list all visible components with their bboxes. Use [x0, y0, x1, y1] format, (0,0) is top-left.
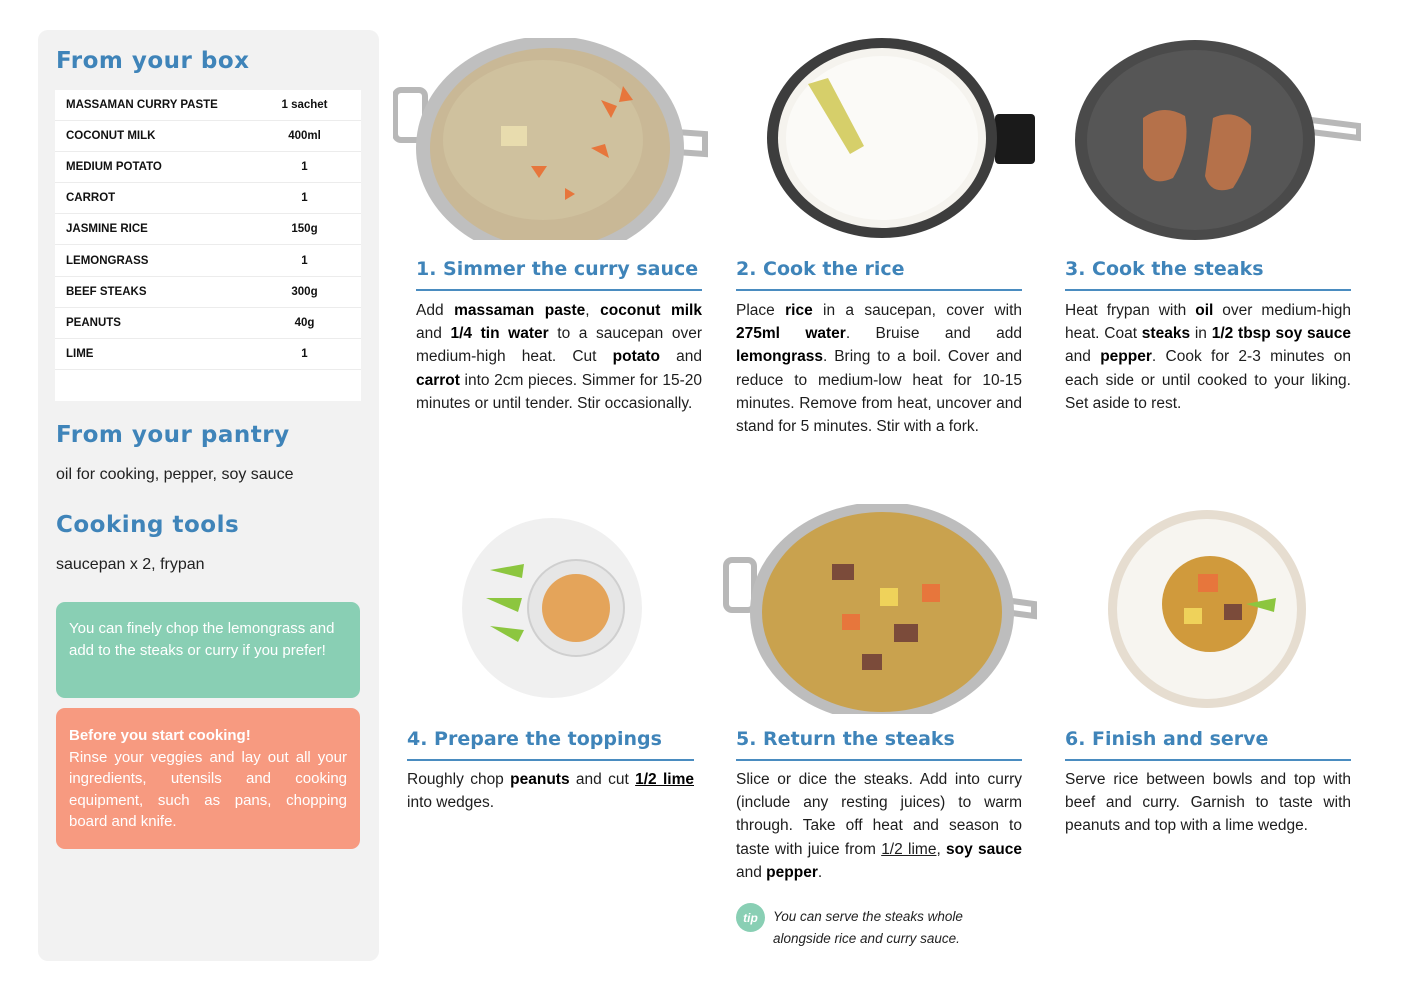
- ingredient-name: LEMONGRASS: [66, 254, 149, 267]
- ingredient-name: COCONUT MILK: [66, 130, 156, 143]
- ingredient-qty: 1: [301, 192, 308, 205]
- step-1-heading: 1. Simmer the curry sauce: [416, 258, 702, 291]
- step-6-heading: 6. Finish and serve: [1065, 728, 1351, 761]
- step-6-text: Serve rice between bowls and top with beef and curry. Garnish to taste with peanuts and top with a lime wedge.: [1065, 771, 1351, 835]
- step-3-text: Heat frypan with oil over medium-high heat. Coat steaks in 1/2 tbsp soy sauce and pepper. Cook for 2-3 minutes on each side or until cooked to your liking. Set aside to rest.: [1065, 302, 1352, 412]
- ingredient-row: [55, 277, 361, 308]
- ingredient-qty: 40g: [294, 316, 315, 329]
- ingredient-row: [55, 214, 361, 245]
- ingredient-name: JASMINE RICE: [66, 223, 148, 236]
- from-your-box-heading: From your box: [56, 48, 250, 74]
- toppings-plate-photo: [460, 516, 644, 700]
- steaks-frypan-photo: [1073, 38, 1361, 240]
- cooking-tools-heading: Cooking tools: [56, 512, 240, 538]
- ingredient-qty: 1: [301, 347, 308, 360]
- ingredient-qty: 1: [301, 254, 308, 267]
- ingredient-row: [55, 339, 361, 370]
- ingredient-name: MEDIUM POTATO: [66, 161, 162, 174]
- lemongrass-tip-note: [56, 602, 360, 698]
- ingredient-row: [55, 121, 361, 152]
- step-2-text: Place rice in a saucepan, cover with 275ml water. Bruise and add lemongrass. Bring to a boil. Cover and reduce to medium-low heat for 10-15 minutes. Remove from heat, uncover and stand for 5 minutes. Stir with a fork.: [736, 302, 1022, 436]
- ingredient-name: LIME: [66, 347, 94, 360]
- step-2-heading: 2. Cook the rice: [736, 258, 1022, 291]
- orange-note-text: Rinse your veggies and lay out all your ingredients, utensils and cooking equipment, such as pans, chopping board and knife.: [69, 748, 347, 830]
- ingredient-qty: 1: [301, 161, 308, 174]
- curry-with-steaks-photo: [722, 504, 1037, 714]
- step-4-heading: 4. Prepare the toppings: [407, 728, 694, 761]
- ingredient-row: [55, 183, 361, 214]
- before-cooking-note: [56, 708, 360, 849]
- step-5-heading: 5. Return the steaks: [736, 728, 1022, 761]
- pantry-text: oil for cooking, pepper, soy sauce: [56, 466, 294, 483]
- ingredient-qty: 400ml: [288, 130, 321, 143]
- ingredient-row: [55, 90, 361, 121]
- step-1-text: Add massaman paste, coconut milk and 1/4 tin water to a saucepan over medium-high heat. Cut potato and carrot into 2cm pieces. Simmer for 15-20 minutes or until tender. Stir occasionally.: [416, 302, 703, 412]
- green-note-text: You can finely chop the lemongrass and add to the steaks or curry if you prefer!: [69, 620, 335, 659]
- tip-badge: tip: [736, 903, 765, 932]
- orange-note-title: Before you start cooking!: [69, 727, 251, 744]
- ingredient-qty: 1 sachet: [281, 99, 328, 112]
- ingredient-row: [55, 245, 361, 276]
- ingredients-sidebar: [38, 30, 379, 961]
- ingredient-name: CARROT: [66, 192, 116, 205]
- ingredients-table: [55, 90, 361, 401]
- tools-text: saucepan x 2, frypan: [56, 556, 205, 573]
- ingredient-name: PEANUTS: [66, 316, 121, 329]
- rice-pot-photo: [760, 36, 1038, 240]
- serving-tip: [736, 902, 1036, 952]
- ingredient-name: BEEF STEAKS: [66, 285, 147, 298]
- tip-text: You can serve the steaks whole alongside rice and curry sauce.: [773, 909, 963, 946]
- ingredient-name: MASSAMAN CURRY PASTE: [66, 99, 218, 112]
- curry-sauce-photo: [393, 38, 708, 240]
- step-4-text: Roughly chop peanuts and cut 1/2 lime into wedges.: [407, 771, 694, 812]
- finished-bowl-photo: [1106, 508, 1308, 710]
- from-your-pantry-heading: From your pantry: [56, 422, 290, 448]
- step-3-heading: 3. Cook the steaks: [1065, 258, 1351, 291]
- ingredient-row: [55, 152, 361, 183]
- ingredient-qty: 150g: [291, 223, 318, 236]
- ingredient-qty: 300g: [291, 285, 318, 298]
- step-5-text: Slice or dice the steaks. Add into curry (include any resting juices) to warm through. Take off heat and season to taste with juice from 1/2 lime, soy sauce and pepper.: [736, 771, 1022, 881]
- ingredient-row: [55, 308, 361, 339]
